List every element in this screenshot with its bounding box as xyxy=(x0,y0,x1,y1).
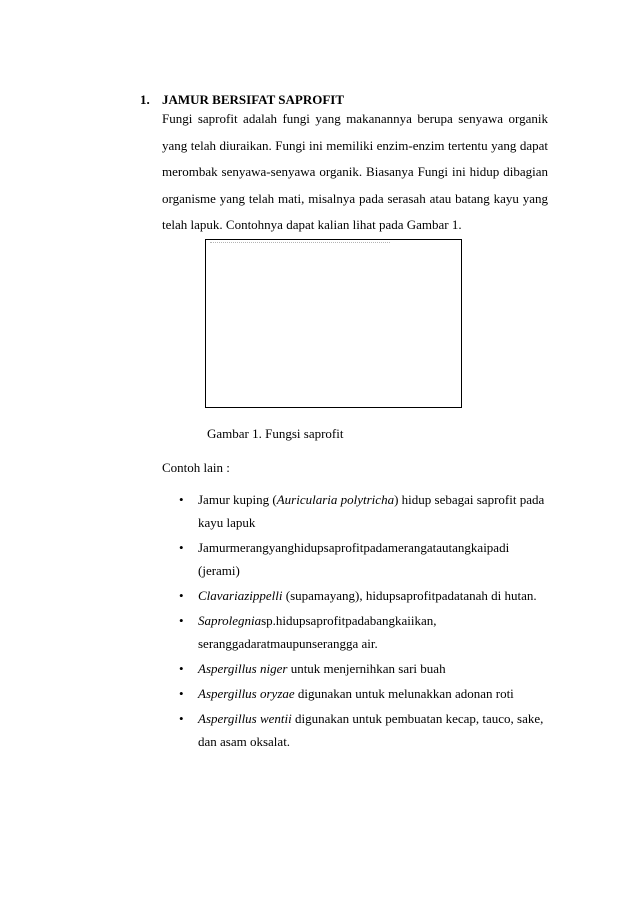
list-item xyxy=(176,488,548,534)
item-species: Aspergillus niger xyxy=(198,661,288,676)
item-text: untuk menjernihkan sari buah xyxy=(287,661,446,676)
item-text: Jamur kuping ( xyxy=(198,492,277,507)
bullet-icon: • xyxy=(179,686,184,701)
section-number: 1. xyxy=(140,92,150,107)
bullet-icon: • xyxy=(179,588,184,603)
item-species: Aspergillus wentii xyxy=(198,711,292,726)
item-species: Auricularia polytricha xyxy=(276,492,395,507)
bullet-icon: • xyxy=(179,613,184,628)
item-text: digunakan untuk pembuatan kecap, tauco, sake, xyxy=(291,711,544,726)
list-item xyxy=(176,536,548,582)
item-text: Jamurmerang xyxy=(198,540,269,555)
list-item xyxy=(176,657,548,680)
list-item xyxy=(176,609,548,655)
item-text-line2: dan asam oksalat. xyxy=(198,734,291,749)
figure-image-placeholder xyxy=(205,239,462,408)
intro-paragraph: Fungi saprofit adalah fungi yang makanannya berupa senyawa organik yang telah diuraikan. Fungi ini memiliki enzim-enzim tertentu yang dapat merombak senyawa-senyawa organik. Biasanya Fungi ini hidup dibagian organisme yang telah mati, misalnya pada serasah atau batang kayu yang telah lapuk. Contohnya dapat kalian lihat pada Gambar 1. xyxy=(162,111,548,232)
bullet-icon: • xyxy=(179,540,184,555)
bullet-icon: • xyxy=(179,661,184,676)
item-text: ) hidup sebagai saprofit pada xyxy=(394,492,545,507)
section-title: JAMUR BERSIFAT SAPROFIT xyxy=(162,92,345,107)
item-text: digunakan untuk melunakkan adonan roti xyxy=(294,686,514,701)
list-item xyxy=(176,584,548,607)
figure-caption: Gambar 1. Fungsi saprofit xyxy=(207,426,344,441)
item-species: Aspergillus oryzae xyxy=(198,686,295,701)
bullet-icon: • xyxy=(179,711,184,726)
examples-list xyxy=(176,488,548,755)
bullet-icon: • xyxy=(179,492,184,507)
figure-faint-line xyxy=(210,242,390,246)
item-text: hidupsaprofitpadamerangatautangkaipadi xyxy=(294,540,510,555)
item-species: Clavariazippelli xyxy=(198,588,283,603)
list-item xyxy=(176,707,548,753)
item-text: sp. xyxy=(261,613,276,628)
item-text-line2: kayu lapuk xyxy=(198,515,256,530)
item-text: hidupsaprofitpadabangkaiikan, xyxy=(275,613,437,628)
list-item xyxy=(176,682,548,705)
item-text: yang xyxy=(268,540,295,555)
item-text-line2: (jerami) xyxy=(198,563,240,578)
item-text: (supamayang), hidupsaprofitpadatanah di hutan. xyxy=(282,588,537,603)
item-species: Saprolegnia xyxy=(198,613,262,628)
examples-label: Contoh lain : xyxy=(162,460,230,475)
item-text-line2: seranggadaratmaupunserangga air. xyxy=(198,636,378,651)
